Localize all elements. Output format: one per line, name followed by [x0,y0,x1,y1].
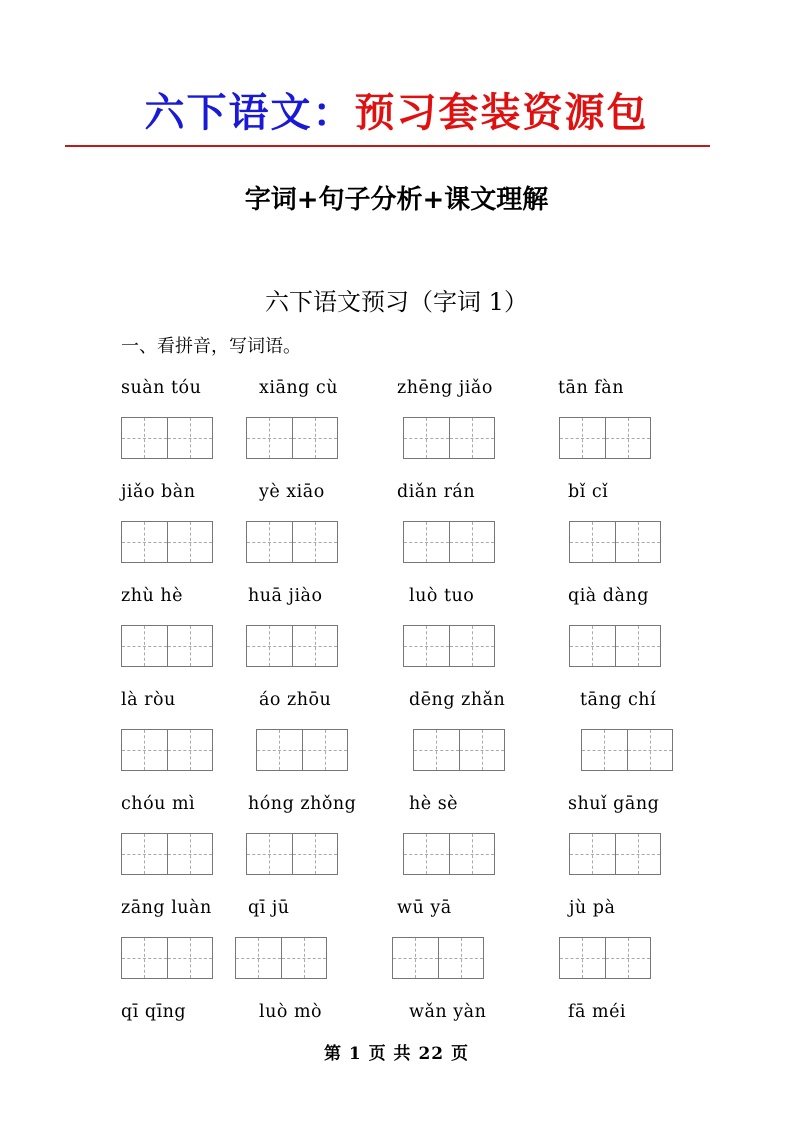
writing-cell[interactable] [167,730,213,770]
writing-cell[interactable] [615,834,661,874]
pinyin-label: suàn tóu [121,378,202,398]
writing-grid[interactable] [246,521,338,563]
writing-grid[interactable] [403,833,495,875]
writing-cell[interactable] [615,522,661,562]
writing-cell[interactable] [627,730,673,770]
writing-grid[interactable] [569,625,661,667]
writing-cell[interactable] [167,626,213,666]
pinyin-label: luò tuo [409,586,475,606]
writing-cell[interactable] [404,418,449,458]
writing-cell[interactable] [438,938,484,978]
writing-grid[interactable] [246,833,338,875]
writing-cell[interactable] [257,730,302,770]
writing-cell[interactable] [292,626,338,666]
pinyin-label: xiāng cù [259,378,339,398]
writing-cell[interactable] [404,834,449,874]
writing-cell[interactable] [449,522,495,562]
writing-grid[interactable] [559,417,651,459]
writing-cell[interactable] [404,626,449,666]
writing-cell[interactable] [560,938,605,978]
pinyin-label: huā jiào [248,586,323,606]
subtitle: 字词+句子分析+课文理解 [244,185,549,215]
pinyin-label: là ròu [121,690,176,710]
writing-grid[interactable] [403,521,495,563]
writing-grid[interactable] [121,937,213,979]
writing-cell[interactable] [393,938,438,978]
writing-cell[interactable] [236,938,281,978]
writing-grid[interactable] [256,729,348,771]
writing-grid[interactable] [121,833,213,875]
writing-cell[interactable] [449,418,495,458]
pinyin-label: zāng luàn [121,898,212,918]
writing-grid[interactable] [121,417,213,459]
writing-cell[interactable] [292,418,338,458]
pinyin-label: zhēng jiǎo [397,378,493,398]
writing-cell[interactable] [247,522,292,562]
writing-cell[interactable] [582,730,627,770]
pinyin-label: qī jū [248,898,290,918]
pinyin-label: qī qīng [121,1002,187,1022]
pinyin-label: áo zhōu [259,690,332,710]
writing-grid[interactable] [392,937,484,979]
document-title [0,86,793,140]
pinyin-label: hóng zhǒng [248,794,357,814]
pinyin-label: diǎn rán [397,482,476,502]
writing-cell[interactable] [570,522,615,562]
writing-grid[interactable] [569,521,661,563]
pinyin-label: dēng zhǎn [409,690,506,710]
writing-cell[interactable] [167,834,213,874]
writing-cell[interactable] [560,418,605,458]
writing-grid[interactable] [569,833,661,875]
pinyin-label: hè sè [409,794,459,814]
pinyin-label: tān fàn [558,378,624,398]
writing-grid[interactable] [121,625,213,667]
writing-cell[interactable] [281,938,327,978]
writing-grid[interactable] [246,625,338,667]
pinyin-label: qià dàng [568,586,649,606]
title-divider [65,145,710,147]
writing-cell[interactable] [167,938,213,978]
writing-grid[interactable] [121,729,213,771]
title-part-red: 预习套装资源包 [354,90,649,136]
pinyin-label: wū yā [397,898,452,918]
pinyin-label: yè xiāo [259,482,325,502]
section-title: 六下语文预习（字词 1） [265,288,528,316]
pinyin-label: chóu mì [121,794,196,814]
pinyin-label: zhù hè [121,586,183,606]
writing-cell[interactable] [302,730,348,770]
writing-cell[interactable] [449,834,495,874]
writing-cell[interactable] [122,522,167,562]
pinyin-label: fā méi [568,1002,627,1022]
writing-grid[interactable] [559,937,651,979]
writing-grid[interactable] [413,729,505,771]
writing-cell[interactable] [247,834,292,874]
writing-cell[interactable] [292,522,338,562]
writing-cell[interactable] [247,626,292,666]
pinyin-label: shuǐ gāng [568,794,660,814]
writing-cell[interactable] [122,418,167,458]
writing-cell[interactable] [459,730,505,770]
writing-cell[interactable] [292,834,338,874]
writing-grid[interactable] [246,417,338,459]
writing-cell[interactable] [122,834,167,874]
writing-cell[interactable] [570,834,615,874]
writing-cell[interactable] [122,626,167,666]
writing-cell[interactable] [414,730,459,770]
pinyin-label: tāng chí [580,690,657,710]
pinyin-label: luò mò [259,1002,323,1022]
writing-cell[interactable] [167,418,213,458]
writing-cell[interactable] [605,938,651,978]
writing-cell[interactable] [404,522,449,562]
writing-cell[interactable] [615,626,661,666]
writing-cell[interactable] [247,418,292,458]
writing-cell[interactable] [605,418,651,458]
writing-cell[interactable] [167,522,213,562]
writing-cell[interactable] [570,626,615,666]
writing-cell[interactable] [122,730,167,770]
pinyin-label: bǐ cǐ [568,482,609,502]
writing-cell[interactable] [122,938,167,978]
writing-cell[interactable] [449,626,495,666]
pinyin-label: wǎn yàn [409,1002,487,1022]
exercise-instruction: 一、看拼音，写词语。 [121,336,301,357]
pinyin-label: jiǎo bàn [121,482,196,502]
page-footer: 第 1 页 共 22 页 [323,1044,470,1064]
title-part-blue: 六下语文： [144,90,355,136]
writing-grid[interactable] [235,937,327,979]
pinyin-label: jù pà [569,898,616,918]
writing-grid[interactable] [403,625,495,667]
writing-grid[interactable] [121,521,213,563]
writing-grid[interactable] [581,729,673,771]
writing-grid[interactable] [403,417,495,459]
